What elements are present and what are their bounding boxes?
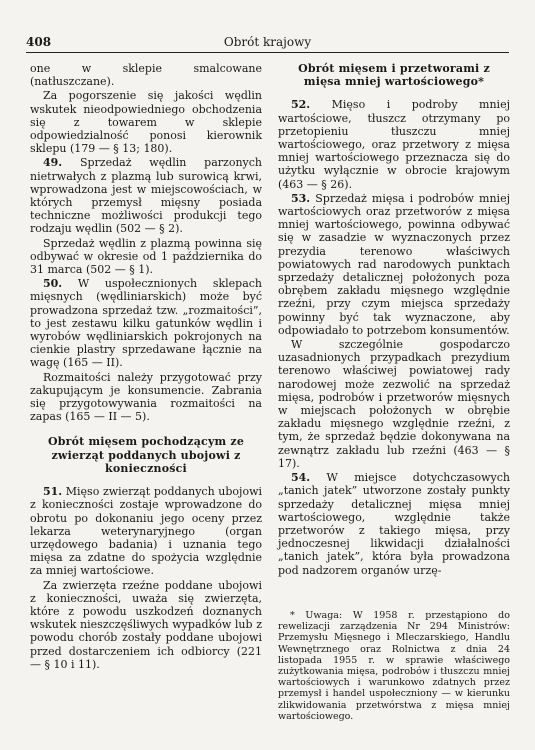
- paragraph-52: [278, 98, 510, 190]
- paragraph-text: Mięso i podroby mniej wartościowe, tłuszcz otrzymany po przetopieniu tłuszczu mniej wartościowego, oraz przetwory z mięsa mniej wartościowego przeznacza się do użytku wyłącznie w obrocie krajowym (463 — § 26).: [278, 98, 510, 191]
- paragraph-number: 52.: [291, 98, 311, 112]
- section-heading: Obrót mięsem i przetworami z mięsa mniej wartościowego*: [298, 62, 490, 89]
- paragraph-number: 53.: [291, 191, 311, 205]
- running-head: Obrót krajowy: [223, 35, 312, 49]
- left-column: [30, 62, 262, 671]
- paragraph: Za zwierzęta rzeźne poddane ubojowi z konieczności, uważa się zwierzęta, które z powodu uszkodzeń doznanych wskutek nieszczęśliwych wypadków lub z powodu chorób zostały poddane ubojowi przed dostarczeniem ich odbiorcy (221 — § 10 i 11).: [30, 578, 262, 671]
- paragraph-text: Mięso zwierząt poddanych ubojowi z konieczności zostaje wprowadzone do obrotu po dokonaniu jego oceny przez lekarza weterynaryjnego (organ urzędowego badania) i uznania tego mięsa za zdatne do spożycia względnie za mniej wartościowe.: [30, 485, 263, 578]
- paragraph-number: 50.: [43, 277, 63, 291]
- paragraph: one w sklepie smalcowane (natłuszczane).: [30, 62, 262, 89]
- paragraph-number: 49.: [43, 156, 63, 170]
- paragraph-number: 54.: [291, 471, 311, 485]
- paragraph-53: [278, 192, 510, 337]
- paragraph: W szczególnie gospodarczo uzasadnionych przypadkach prezydium terenowo właściwej powiatowej rady narodowej może zezwolić na sprzedaż mięsa, podrobów i przetworów mięsnych w miejscach położonych w obrębie zakładu mięsnego względnie rzeźni, z tym, że sprzedaż będzie dokonywana na zewnątrz zakładu lub rzeźni (463 — § 17).: [278, 338, 510, 470]
- paragraph-50: [30, 277, 262, 369]
- paragraph-49: [30, 156, 262, 235]
- page-header: [26, 34, 509, 53]
- footnote: [278, 610, 510, 722]
- right-column: [278, 62, 510, 577]
- paragraph: Za pogorszenie się jakości wędlin wskutek nieodpowiedniego obchodzenia się z towarem w sklepie odpowiedzialność ponosi kierownik sklepu (179 — § 13; 180).: [30, 89, 262, 156]
- paragraph-text: W miejsce dotychczasowych „tanich jatek” utworzone zostały punkty sprzedaży detalicznej mięsa mniej wartościowego, względnie także przetworów z takiego mięsa, przy jednoczesnej likwidacji działalności „tanich jatek”, która była prowadzona pod nadzorem organów urzę-: [278, 471, 510, 577]
- page-number: 408: [26, 35, 52, 49]
- paragraph: Rozmaitości należy przygotować przy zakupującym je konsumencie. Zabrania się przygotowywania rozmaitości na zapas (165 — II — 5).: [30, 370, 262, 424]
- paragraph-number: 51.: [43, 485, 63, 499]
- footnote-text: * Uwaga: W 1958 r. przestąpiono do rewelizacji zarządzenia Nr 294 Ministrów: Przemysłu Mięsnego i Mleczarskiego, Handlu Wewnętrznego oraz Rolnictwa z dnia 24 listopada 1955 r. w sprawie właściwego zużytkowania mięsa, podrobów i tłuszczu mniej wartościowych i warunkowo zdatnych przez przemysł i handel uspołeczniony — w kierunku zlikwidowania przetwórstwa z mięsa mniej wartościowego.: [278, 610, 510, 722]
- paragraph-51: [30, 485, 262, 577]
- paragraph-text: Sprzedaż wędlin parzonych nietrwałych z plazmą lub surowicą krwi, wprowadzona jest w miejscowościach, w których przemysł mięsny posiada techniczne możliwości produkcji tego rodzaju wędlin (502 — § 2).: [30, 156, 263, 236]
- paragraph-54: [278, 471, 510, 577]
- paragraph: Sprzedaż wędlin z plazmą powinna się odbywać w okresie od 1 października do 31 marca (502 — § 1).: [30, 236, 262, 277]
- paragraph-text: Sprzedaż mięsa i podrobów mniej wartościowych oraz przetworów z mięsa mniej wartościowego, powinna odbywać się w zasadzie w wyznaczonych przez prezydia terenowo właściwych powiatowych rad narodowych punktach sprzedaży detalicznej położonych poza obrębem zakładu mięsnego względnie rzeźni, przy czym miejsca sprzedaży powinny być tak wyznaczone, aby odpowiadało to potrzebom konsumentów.: [278, 191, 510, 337]
- paragraph-text: W uspołecznionych sklepach mięsnych (wędliniarskich) może być prowadzona sprzedaż tzw. „rozmaitości”, to jest zestawu kilku gatunków wędlin i wyrobów wędliniarskich pokrojonych na cienkie plastry sprzedawane łącznie na wagę (165 — II).: [30, 277, 263, 370]
- section-heading: Obrót mięsem pochodzącym ze zwierząt poddanych ubojowi z konieczności: [47, 435, 245, 475]
